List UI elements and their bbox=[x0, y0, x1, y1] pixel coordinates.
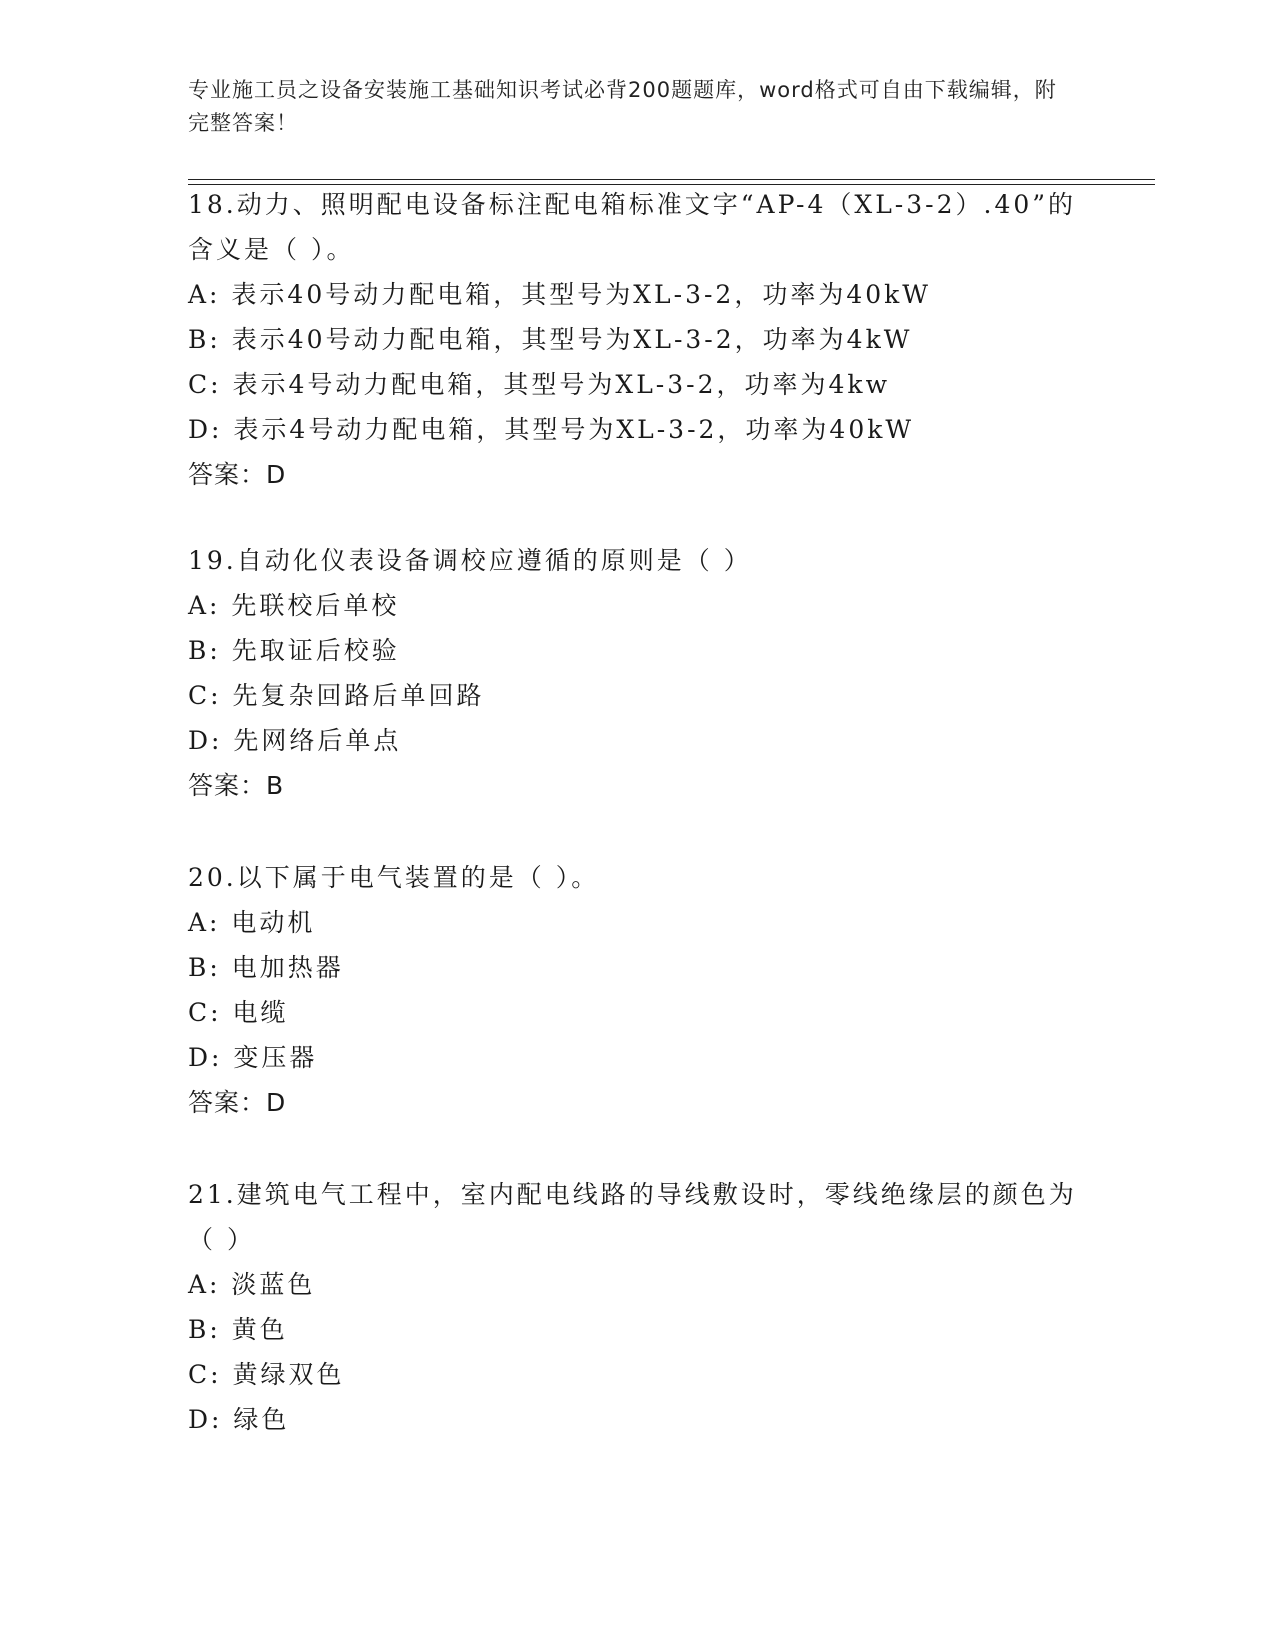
option-d: D: 表示4号动力配电箱，其型号为XL-3-2，功率为40kW bbox=[188, 415, 915, 444]
option-d: D: 绿色 bbox=[188, 1405, 290, 1434]
question-20 bbox=[188, 855, 1088, 1125]
question-18 bbox=[188, 182, 1088, 497]
answer-label: 答案： bbox=[188, 1088, 267, 1117]
option-b: B: 表示40号动力配电箱，其型号为XL-3-2，功率为4kW bbox=[188, 325, 913, 354]
option-a: A: 表示40号动力配电箱，其型号为XL-3-2，功率为40kW bbox=[188, 280, 931, 309]
question-title: 18.动力、照明配电设备标注配电箱标准文字“AP-4（XL-3-2）.40”的含义是（ ）。 bbox=[188, 190, 1077, 264]
option-d: D: 先网络后单点 bbox=[188, 726, 402, 755]
answer-line bbox=[188, 452, 1088, 497]
question-title: 20.以下属于电气装置的是（ ）。 bbox=[188, 863, 600, 892]
option-a: A: 淡蓝色 bbox=[188, 1270, 316, 1299]
answer-value: B bbox=[266, 771, 285, 800]
option-c: C: 表示4号动力配电箱，其型号为XL-3-2，功率为4kw bbox=[188, 370, 890, 399]
question-19 bbox=[188, 538, 1088, 808]
answer-label: 答案： bbox=[188, 460, 267, 489]
option-c: C: 黄绿双色 bbox=[188, 1360, 345, 1389]
answer-label: 答案： bbox=[188, 771, 267, 800]
option-c: C: 先复杂回路后单回路 bbox=[188, 681, 485, 710]
option-c: C: 电缆 bbox=[188, 998, 289, 1027]
document-header: 专业施工员之设备安装施工基础知识考试必背200题题库，word格式可自由下载编辑，附完整答案！ bbox=[188, 78, 1057, 135]
option-b: B: 黄色 bbox=[188, 1315, 288, 1344]
option-b: B: 电加热器 bbox=[188, 953, 344, 982]
answer-line bbox=[188, 1080, 1088, 1125]
question-title: 21.建筑电气工程中，室内配电线路的导线敷设时，零线绝缘层的颜色为（ ） bbox=[188, 1180, 1077, 1254]
answer-value: D bbox=[266, 1088, 287, 1117]
question-title: 19.自动化仪表设备调校应遵循的原则是（ ） bbox=[188, 546, 752, 575]
option-a: A: 先联校后单校 bbox=[188, 591, 400, 620]
answer-value: D bbox=[266, 460, 287, 489]
option-d: D: 变压器 bbox=[188, 1043, 318, 1072]
option-a: A: 电动机 bbox=[188, 908, 316, 937]
header-divider-top bbox=[188, 179, 1155, 180]
question-21 bbox=[188, 1172, 1088, 1442]
option-b: B: 先取证后校验 bbox=[188, 636, 400, 665]
answer-line bbox=[188, 763, 1088, 808]
